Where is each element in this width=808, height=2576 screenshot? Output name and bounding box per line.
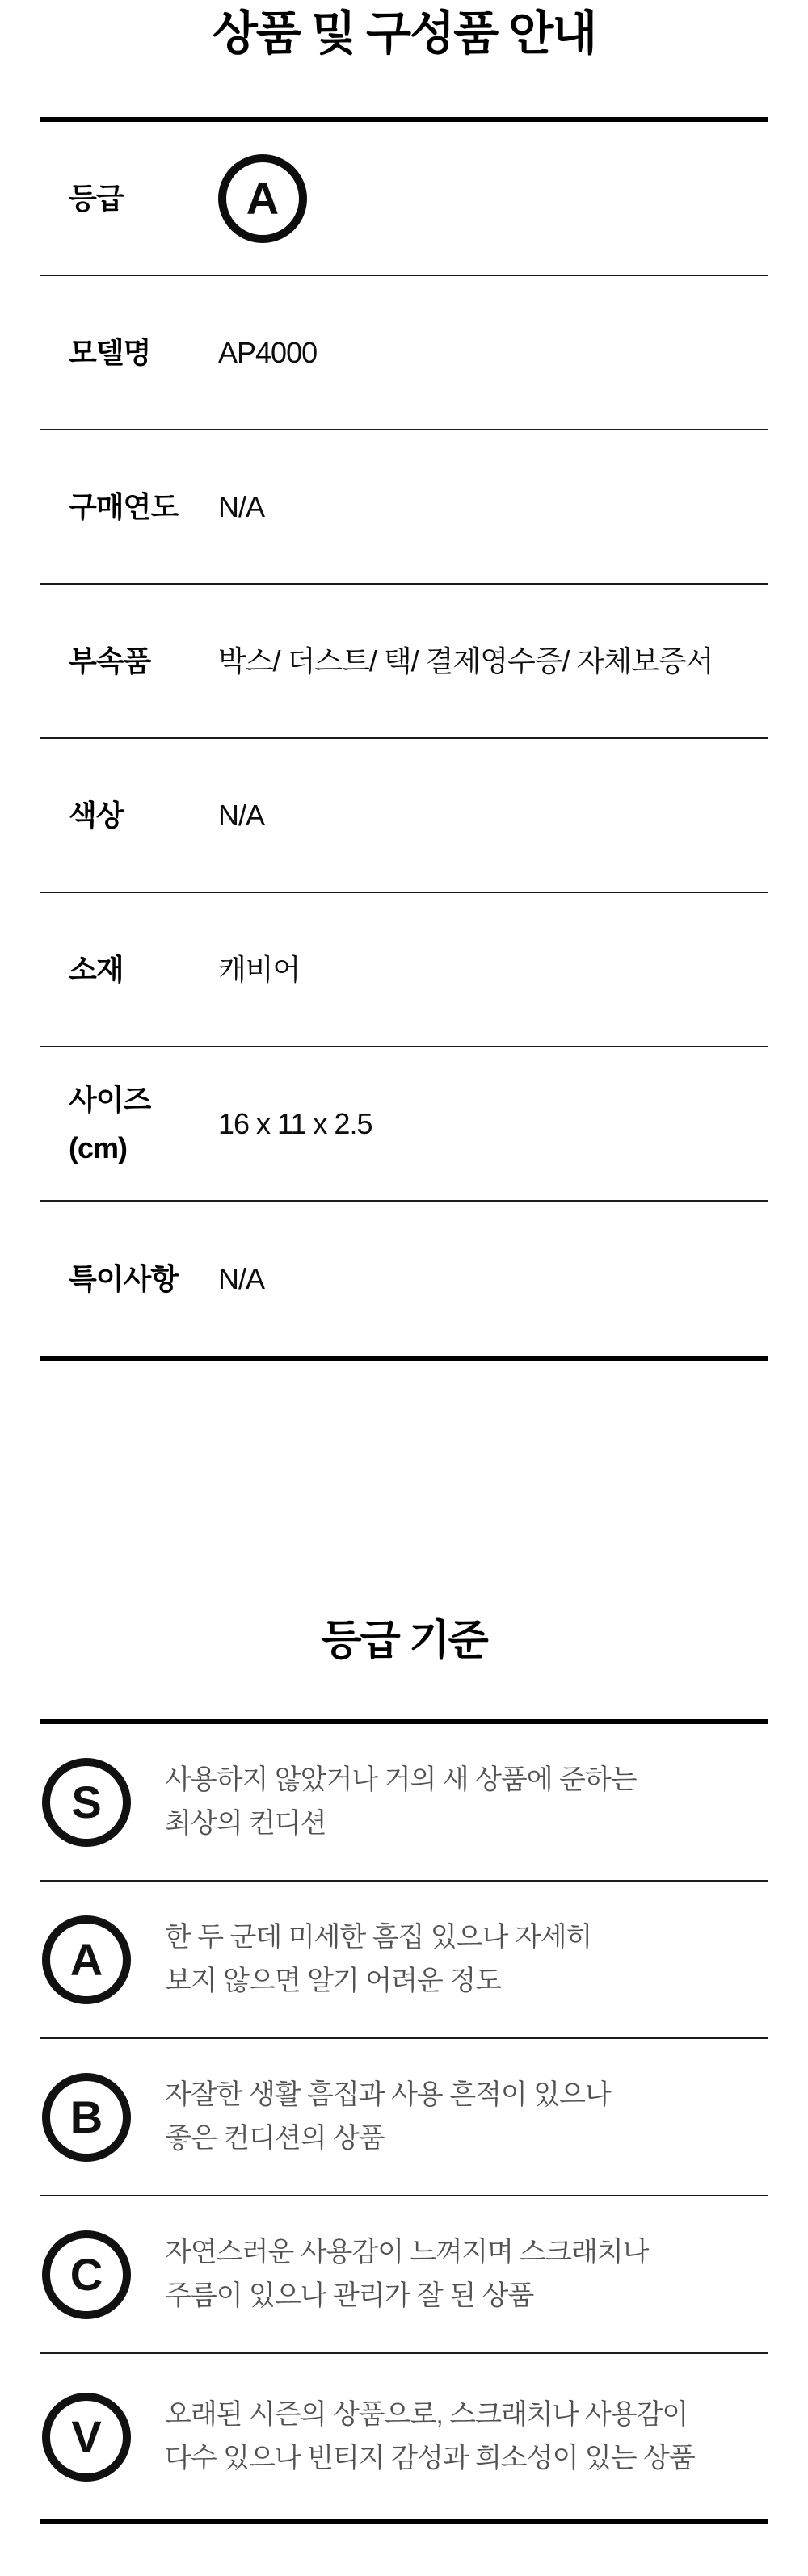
row-label: 모델명 (69, 335, 151, 369)
grade-letter: A (246, 172, 280, 224)
row-value: N/A (218, 798, 265, 832)
grade-description-line2: 보지 않으면 알기 어려운 정도 (165, 1965, 501, 1996)
spec-row-purchase-year (40, 430, 768, 585)
grade-description-line1: 자연스러운 사용감이 느껴지며 스크래치나 (165, 2236, 649, 2268)
grade-letter: V (71, 2411, 102, 2462)
grade-item-c (40, 2196, 768, 2354)
grade-description-line2: 다수 있으나 빈티지 감성과 희소성이 있는 상품 (165, 2442, 695, 2473)
row-value: 16 x 11 x 2.5 (218, 1106, 372, 1140)
grade-description (165, 2231, 649, 2318)
grade-description (165, 2074, 611, 2160)
grade-letter: A (69, 1934, 103, 1985)
grade-guide-title: 등급 기준 (321, 1617, 487, 1664)
grade-description-line2: 좋은 컨디션의 상품 (165, 2122, 385, 2154)
row-value: N/A (218, 1261, 265, 1295)
row-value: N/A (218, 489, 265, 523)
grade-item-b (40, 2039, 768, 2196)
grade-letter: B (69, 2091, 103, 2142)
grade-description-line1: 오래된 시즌의 상품으로, 스크래치나 사용감이 (165, 2398, 688, 2430)
row-label: 특이사항 (69, 1261, 179, 1295)
grade-a-badge (218, 154, 307, 243)
grade-description-line1: 사용하지 않았거나 거의 새 상품에 준하는 (165, 1764, 637, 1795)
grade-description (165, 2393, 695, 2480)
grade-letter: C (69, 2249, 103, 2300)
row-value: AP4000 (218, 335, 318, 369)
grade-item-v (40, 2354, 768, 2519)
grade-description-line1: 한 두 군데 미세한 흠집 있으나 자세히 (165, 1921, 592, 1953)
row-label: 부속품 (69, 644, 151, 678)
spec-row-accessories (40, 585, 768, 739)
grade-c-badge (42, 2230, 131, 2319)
row-label: 등급 (69, 181, 124, 215)
grade-s-badge (42, 1758, 131, 1847)
grade-item-a (40, 1882, 768, 2039)
grade-description (165, 1916, 591, 2003)
row-label-line1: 사이즈 (69, 1083, 151, 1117)
product-info-table (40, 117, 768, 1361)
row-value: 캐비어 (218, 952, 301, 986)
grade-a-badge (42, 1915, 131, 2004)
grade-description-line2: 주름이 있으나 관리가 잘 된 상품 (165, 2280, 534, 2311)
row-label-line2: (cm) (69, 1131, 128, 1164)
grade-description-line2: 최상의 컨디션 (165, 1807, 326, 1839)
spec-row-model (40, 276, 768, 430)
row-label: 구매연도 (69, 489, 179, 523)
row-value (218, 154, 760, 243)
grade-description-line1: 자잘한 생활 흠집과 사용 흔적이 있으나 (165, 2079, 611, 2110)
grade-guide-list (40, 1719, 768, 2524)
spec-row-size (40, 1047, 768, 1202)
spec-row-material (40, 893, 768, 1047)
grade-b-badge (42, 2073, 131, 2162)
grade-description (165, 1759, 637, 1845)
grade-v-badge (42, 2393, 131, 2482)
spec-row-notes (40, 1202, 768, 1356)
grade-letter: S (71, 1777, 102, 1827)
page-title: 상품 및 구성품 안내 (212, 7, 596, 60)
grade-item-s (40, 1724, 768, 1882)
row-label: 소재 (69, 952, 124, 986)
row-label (69, 1076, 218, 1172)
spec-row-color (40, 739, 768, 893)
row-label: 색상 (69, 798, 124, 832)
row-value: 박스/ 더스트/ 택/ 결제영수증/ 자체보증서 (218, 644, 713, 678)
spec-row-grade (40, 122, 768, 276)
